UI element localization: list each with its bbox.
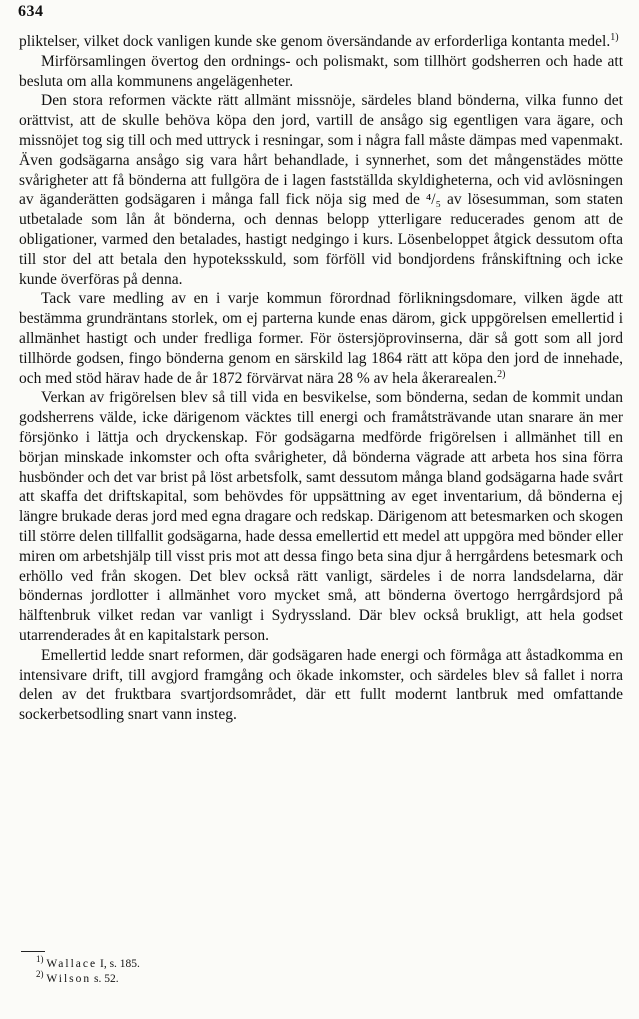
footnotes: [36, 954, 140, 987]
paragraph-1: [19, 32, 623, 52]
paragraph-5: [19, 388, 623, 645]
paragraph-6-text: Emellertid ledde snart reformen, där godsägaren hade energi och förmåga att åstadkomma en intensivare drift, till avgjord framgång och ökade inkomster, och särdeles blev så fallet i norra delen av det fruktbara svartjordsområdet, där ett fullt modernt lantbruk med omfattande sockerbetsodling snart vann insteg.: [19, 646, 623, 724]
footnote-divider: [21, 951, 45, 952]
paragraph-3: [19, 91, 623, 289]
footnote-2-marker: 2): [36, 969, 44, 980]
footnote-2-ref: s. 52.: [91, 973, 119, 985]
paragraph-2: [19, 52, 623, 92]
paragraph-1-text: pliktelser, vilket dock vanligen kunde ske genom översändande av erforderliga kontanta medel.: [19, 33, 611, 50]
footnote-2-author: Wilson: [46, 973, 92, 985]
paragraph-6: [19, 646, 623, 725]
footnote-1-ref: I, s. 185.: [97, 958, 140, 970]
footnote-1-marker: 1): [36, 954, 44, 965]
footnote-ref-2: 2): [497, 368, 506, 380]
page-number: 634: [18, 3, 44, 20]
footnote-2: [36, 969, 140, 987]
footnote-1: [36, 954, 140, 972]
body-text: [19, 32, 623, 725]
paragraph-5-text: Verkan av frigörelsen blev så till vida en besvikelse, som bönderna, sedan de kommit undan godsherrens välde, icke därigenom väcktes till energi och framåtsträvande utan snarare än mer försjönko i lättja och dryckenskap. För godsägarna medförde frigörelsen i allmänhet till en början minskade inkomster och ofta svårigheter, då bönderna vägrade att arbeta hos sina förra husbönder och det var brist på löst arbetsfolk, samt dessutom många bland godsägarna hade svårt att skaffa det driftskapital, som behövdes för uppsättning av eget inventarium, då bönderna ej längre brukade deras jord med egna dragare och redskap. Därigenom att betesmarken och skogen till större delen tillfallit godsägarna, hade dessa emellertid ett medel att uppgöra med bönder eller miren om arbetshjälp till visst pris mot att dessa fingo beta sina djur å herrgårdens betesmark och erhöllo ved från skogen. Det blev också rätt vanligt, särdeles i de norra landsdelarna, där böndernas jordlotter i allmänhet voro mycket små, att bönderna övertogo herrgårdsjord på hälftenbruk vilket redan var vanligt i Sydryssland. Där blev också brukligt, att hela godset utarrenderades åt en kapitalstark person.: [19, 389, 623, 644]
footnote-1-author: Wallace: [46, 958, 98, 970]
footnote-ref-1: 1): [610, 31, 619, 43]
paragraph-3-text: Den stora reformen väckte rätt allmänt missnöje, särdeles bland bönderna, vilka funno det orättvist, att de skulle behöva köpa den jord, vartill de ansågo sig egentligen vara ägare, och missnöjet tog sig till och med uttryck i resningar, som i några fall måste dämpas med vapenmakt. Även godsägarna ansågo sig vara hårt behandlade, i synnerhet, som det mångenstädes mötte svårigheter att få bönderna att fullgöra de i lagen fastställda skyldigheterna, och vid avlösningen av äganderätten godsägaren i många fall fick nöja sig med de ⁴/₅ av lösesumman, som staten utbetalade som lån åt bönderna, och dennas belopp ytterligare reducerades genom att de obligationer, varmed den betalades, hastigt nedgingo i kurs. Lösenbeloppet åtgick dessutom ofta till stor del att betala den hypoteksskuld, som förföll vid bondjordens frånskiftning och icke kunde överföras på denna.: [19, 92, 623, 288]
paragraph-2-text: Mirförsamlingen övertog den ordnings- och polismakt, som tillhört godsherren och hade att besluta om alla kommunens angelägenheter.: [19, 52, 623, 90]
paragraph-4: [19, 289, 623, 388]
paragraph-4-text: Tack vare medling av en i varje kommun förordnad förlikningsdomare, vilken ägde att bestämma grundräntans storlek, om ej parterna kunde enas därom, gick uppgörelsen emellertid i allmänhet hastigt och under fredliga former. För östersjöprovinserna, där så gott som all jord tillhörde godsen, fingo bönderna genom en särskild lag 1864 rätt att köpa den jord de innehade, och med stöd härav hade de år 1872 förvärvat nära 28 % av hela åkerarealen.: [19, 290, 623, 387]
